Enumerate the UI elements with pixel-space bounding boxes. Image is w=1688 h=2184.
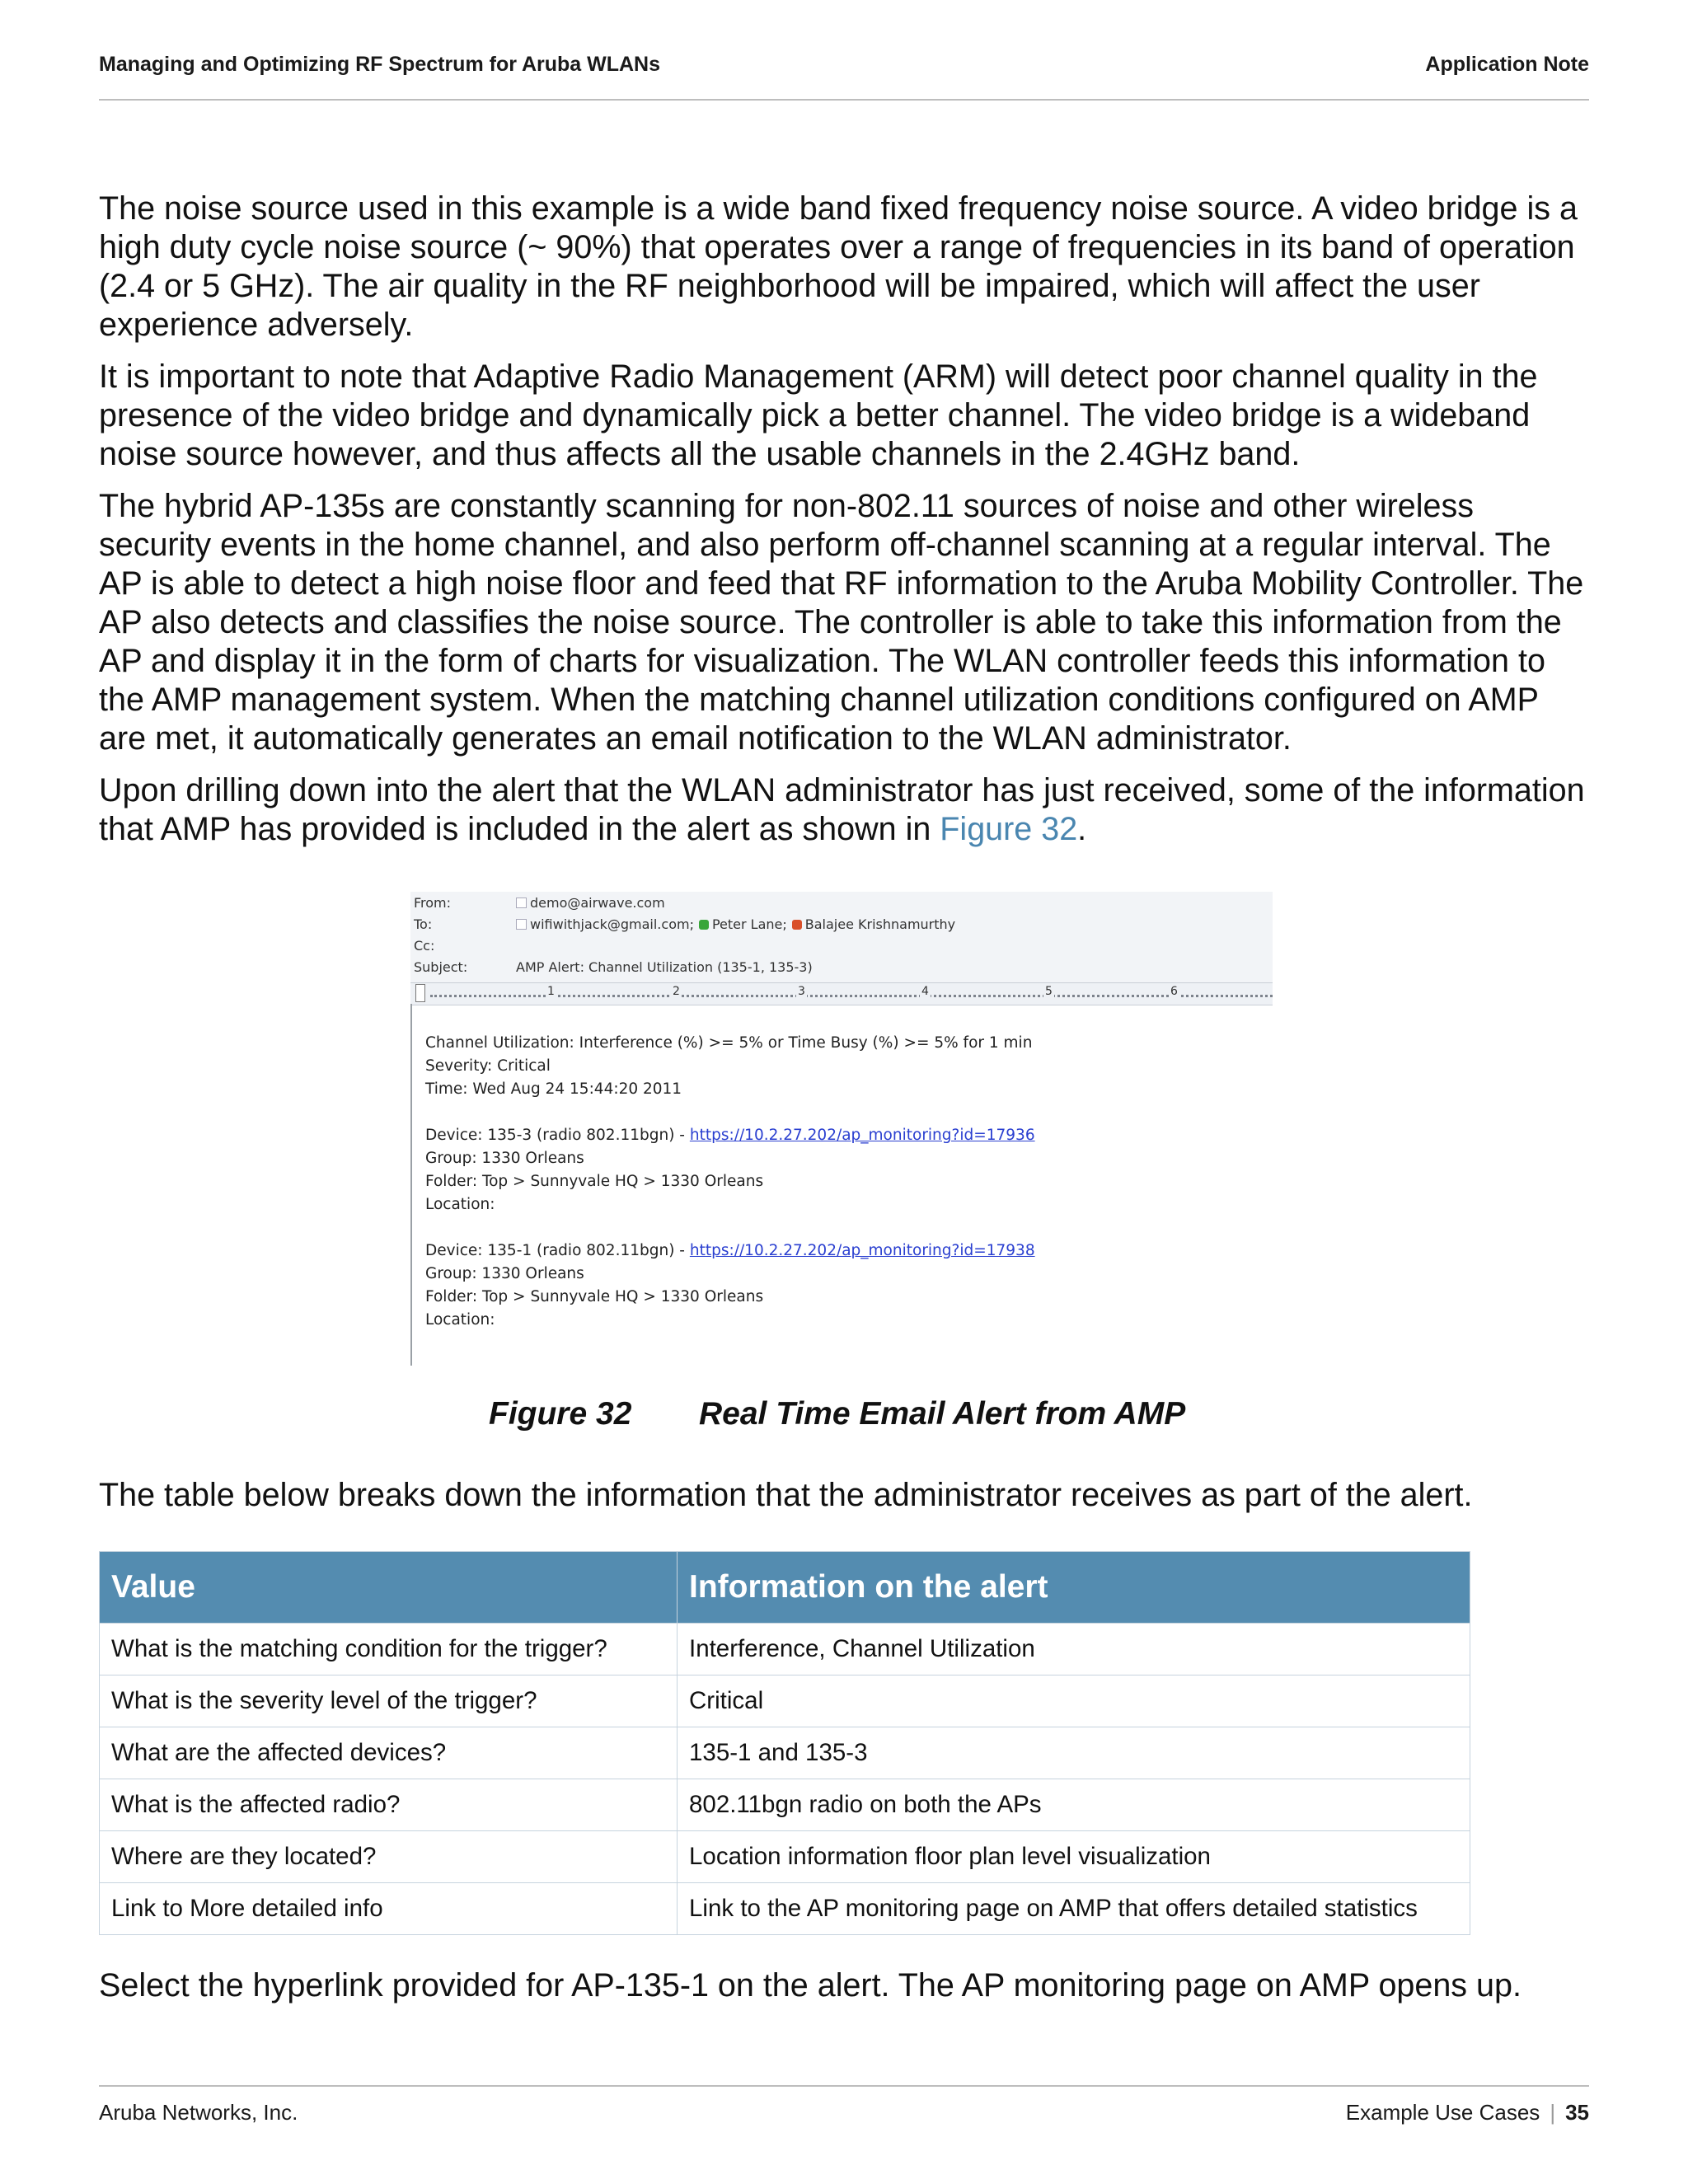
table-cell: Interference, Channel Utilization [678, 1624, 1470, 1675]
table-cell: 802.11bgn radio on both the APs [678, 1779, 1470, 1831]
figure-title: Real Time Email Alert from AMP [699, 1396, 1186, 1432]
column-header-information: Information on the alert [678, 1552, 1470, 1624]
email-to-recipient-3: Balajee Krishnamurthy [804, 916, 956, 932]
table-intro [99, 1476, 1589, 1528]
email-to-recipient-1: wifiwithjack@gmail.com; [530, 916, 694, 932]
device-2-folder: Folder: Top > Sunnyvale HQ > 1330 Orleans [425, 1288, 764, 1305]
footer-separator: | [1550, 2100, 1556, 2125]
email-to-recipient-2: Peter Lane; [711, 916, 787, 932]
paragraph-arm: It is important to note that Adaptive Radio Management (ARM) will detect poor channel quality in the presence of the video bridge and dynamically pick a better channel. The video bridge is a wideband noise source however, and thus affects all the usable channels in the 2.4GHz band. [99, 359, 1538, 472]
table-row [100, 1624, 1470, 1675]
table-row [100, 1831, 1470, 1883]
email-body [425, 1032, 1035, 1332]
email-to-label: To: [414, 916, 433, 932]
contact-icon [516, 919, 527, 930]
email-from-value-wrap [516, 895, 665, 911]
table-cell: What is the affected radio? [100, 1779, 678, 1831]
document-ruler [410, 982, 1273, 1005]
device-2-monitoring-link[interactable]: https://10.2.27.202/ap_monitoring?id=17938 [689, 1242, 1035, 1259]
page-number: 35 [1565, 2100, 1589, 2125]
device-1-label: Device: 135-3 (radio 802.11bgn) - [425, 1127, 690, 1144]
page-footer [99, 2085, 1589, 2125]
alert-info-table [99, 1551, 1470, 1935]
table-cell: Link to the AP monitoring page on AMP that offers detailed statistics [678, 1883, 1470, 1935]
alert-time: Time: Wed Aug 24 15:44:20 2011 [425, 1080, 682, 1098]
paragraph-noise-source: The noise source used in this example is a wide band fixed frequency noise source. A video bridge is a high duty cycle noise source (~ 90%) that operates over a range of frequencies in its band of operation (2.4 or 5 GHz). The air quality in the RF neighborhood will be impaired, which will affect the user experience adversely. [99, 190, 1578, 343]
table-cell: What is the severity level of the trigger? [100, 1675, 678, 1727]
alert-severity: Severity: Critical [425, 1057, 551, 1075]
closing-text [99, 1966, 1589, 2018]
table-cell: What are the affected devices? [100, 1727, 678, 1779]
figure-number: Figure 32 [489, 1396, 632, 1432]
device-2-location: Location: [425, 1311, 495, 1329]
footer-section [1346, 2100, 1589, 2125]
paragraph-drilling-down [99, 771, 1589, 849]
table-row [100, 1727, 1470, 1779]
ruler-number: 1 [547, 985, 555, 998]
table-header-row [100, 1552, 1470, 1624]
email-header [410, 892, 1273, 982]
paragraph-table-intro: The table below breaks down the information that the administrator receives as part of the alert. [99, 1477, 1473, 1513]
paragraph-period: . [1077, 811, 1087, 847]
email-to-value-wrap [516, 916, 955, 932]
ruler-number: 5 [1045, 985, 1053, 998]
table-cell: 135-1 and 135-3 [678, 1727, 1470, 1779]
table-row [100, 1883, 1470, 1935]
contact-icon [516, 898, 527, 908]
column-header-value: Value [100, 1552, 678, 1624]
ruler-number: 4 [921, 985, 929, 998]
email-cc-label: Cc: [414, 938, 435, 954]
document-title: Managing and Optimizing RF Spectrum for Aruba WLANs [99, 53, 661, 76]
device-1-monitoring-link[interactable]: https://10.2.27.202/ap_monitoring?id=17936 [689, 1127, 1035, 1144]
table-cell: Location information floor plan level visualization [678, 1831, 1470, 1883]
indent-marker-icon [415, 984, 425, 1002]
presence-online-icon [699, 920, 709, 930]
email-margin-line [410, 1004, 412, 1366]
paragraph-closing: Select the hyperlink provided for AP-135-1 on the alert. The AP monitoring page on AMP opens up. [99, 1967, 1522, 2004]
table-row [100, 1779, 1470, 1831]
paragraph-text: Upon drilling down into the alert that the WLAN administrator has just received, some of the information that AMP has provided is included in the alert as shown in [99, 772, 1585, 847]
body-text-top [99, 190, 1589, 862]
email-from-value: demo@airwave.com [530, 895, 665, 911]
spacer [425, 1101, 1035, 1124]
alert-condition: Channel Utilization: Interference (%) >= 5% or Time Busy (%) >= 5% for 1 min [425, 1034, 1033, 1052]
email-subject-value: AMP Alert: Channel Utilization (135-1, 135-3) [516, 959, 813, 975]
email-alert-screenshot [410, 892, 1273, 1366]
email-subject-label: Subject: [414, 959, 468, 975]
page-header [99, 53, 1589, 101]
device-1-location: Location: [425, 1196, 495, 1213]
section-name: Example Use Cases [1345, 2100, 1540, 2125]
table-row [100, 1675, 1470, 1727]
table-cell: Where are they located? [100, 1831, 678, 1883]
ruler-number: 6 [1170, 985, 1178, 998]
device-1-folder: Folder: Top > Sunnyvale HQ > 1330 Orleans [425, 1173, 764, 1190]
table-cell: What is the matching condition for the trigger? [100, 1624, 678, 1675]
ruler-ticks [430, 995, 1273, 997]
company-name: Aruba Networks, Inc. [99, 2100, 298, 2125]
email-from-label: From: [414, 895, 452, 911]
presence-busy-icon [792, 920, 802, 930]
device-1-group: Group: 1330 Orleans [425, 1150, 584, 1167]
table-cell: Critical [678, 1675, 1470, 1727]
paragraph-hybrid-ap: The hybrid AP-135s are constantly scanning for non-802.11 sources of noise and other wireless security events in the home channel, and also perform off-channel scanning at a regular interval. The AP is able to detect a high noise floor and feed that RF information to the Aruba Mobility Controller. The AP also detects and classifies the noise source. The controller is able to take this information from the AP and display it in the form of charts for visualization. The WLAN controller feeds this information to the AMP management system. When the matching channel utilization conditions configured on AMP are met, it automatically generates an email notification to the WLAN administrator. [99, 488, 1584, 757]
device-2-group: Group: 1330 Orleans [425, 1265, 584, 1282]
document-type: Application Note [1425, 53, 1589, 76]
spacer [425, 1216, 1035, 1240]
ruler-number: 3 [798, 985, 805, 998]
device-2-label: Device: 135-1 (radio 802.11bgn) - [425, 1242, 690, 1259]
table-cell: Link to More detailed info [100, 1883, 678, 1935]
alert-device-2 [425, 1240, 1035, 1263]
alert-device-1 [425, 1124, 1035, 1147]
ruler-number: 2 [673, 985, 680, 998]
figure-32-link[interactable]: Figure 32 [940, 811, 1078, 847]
